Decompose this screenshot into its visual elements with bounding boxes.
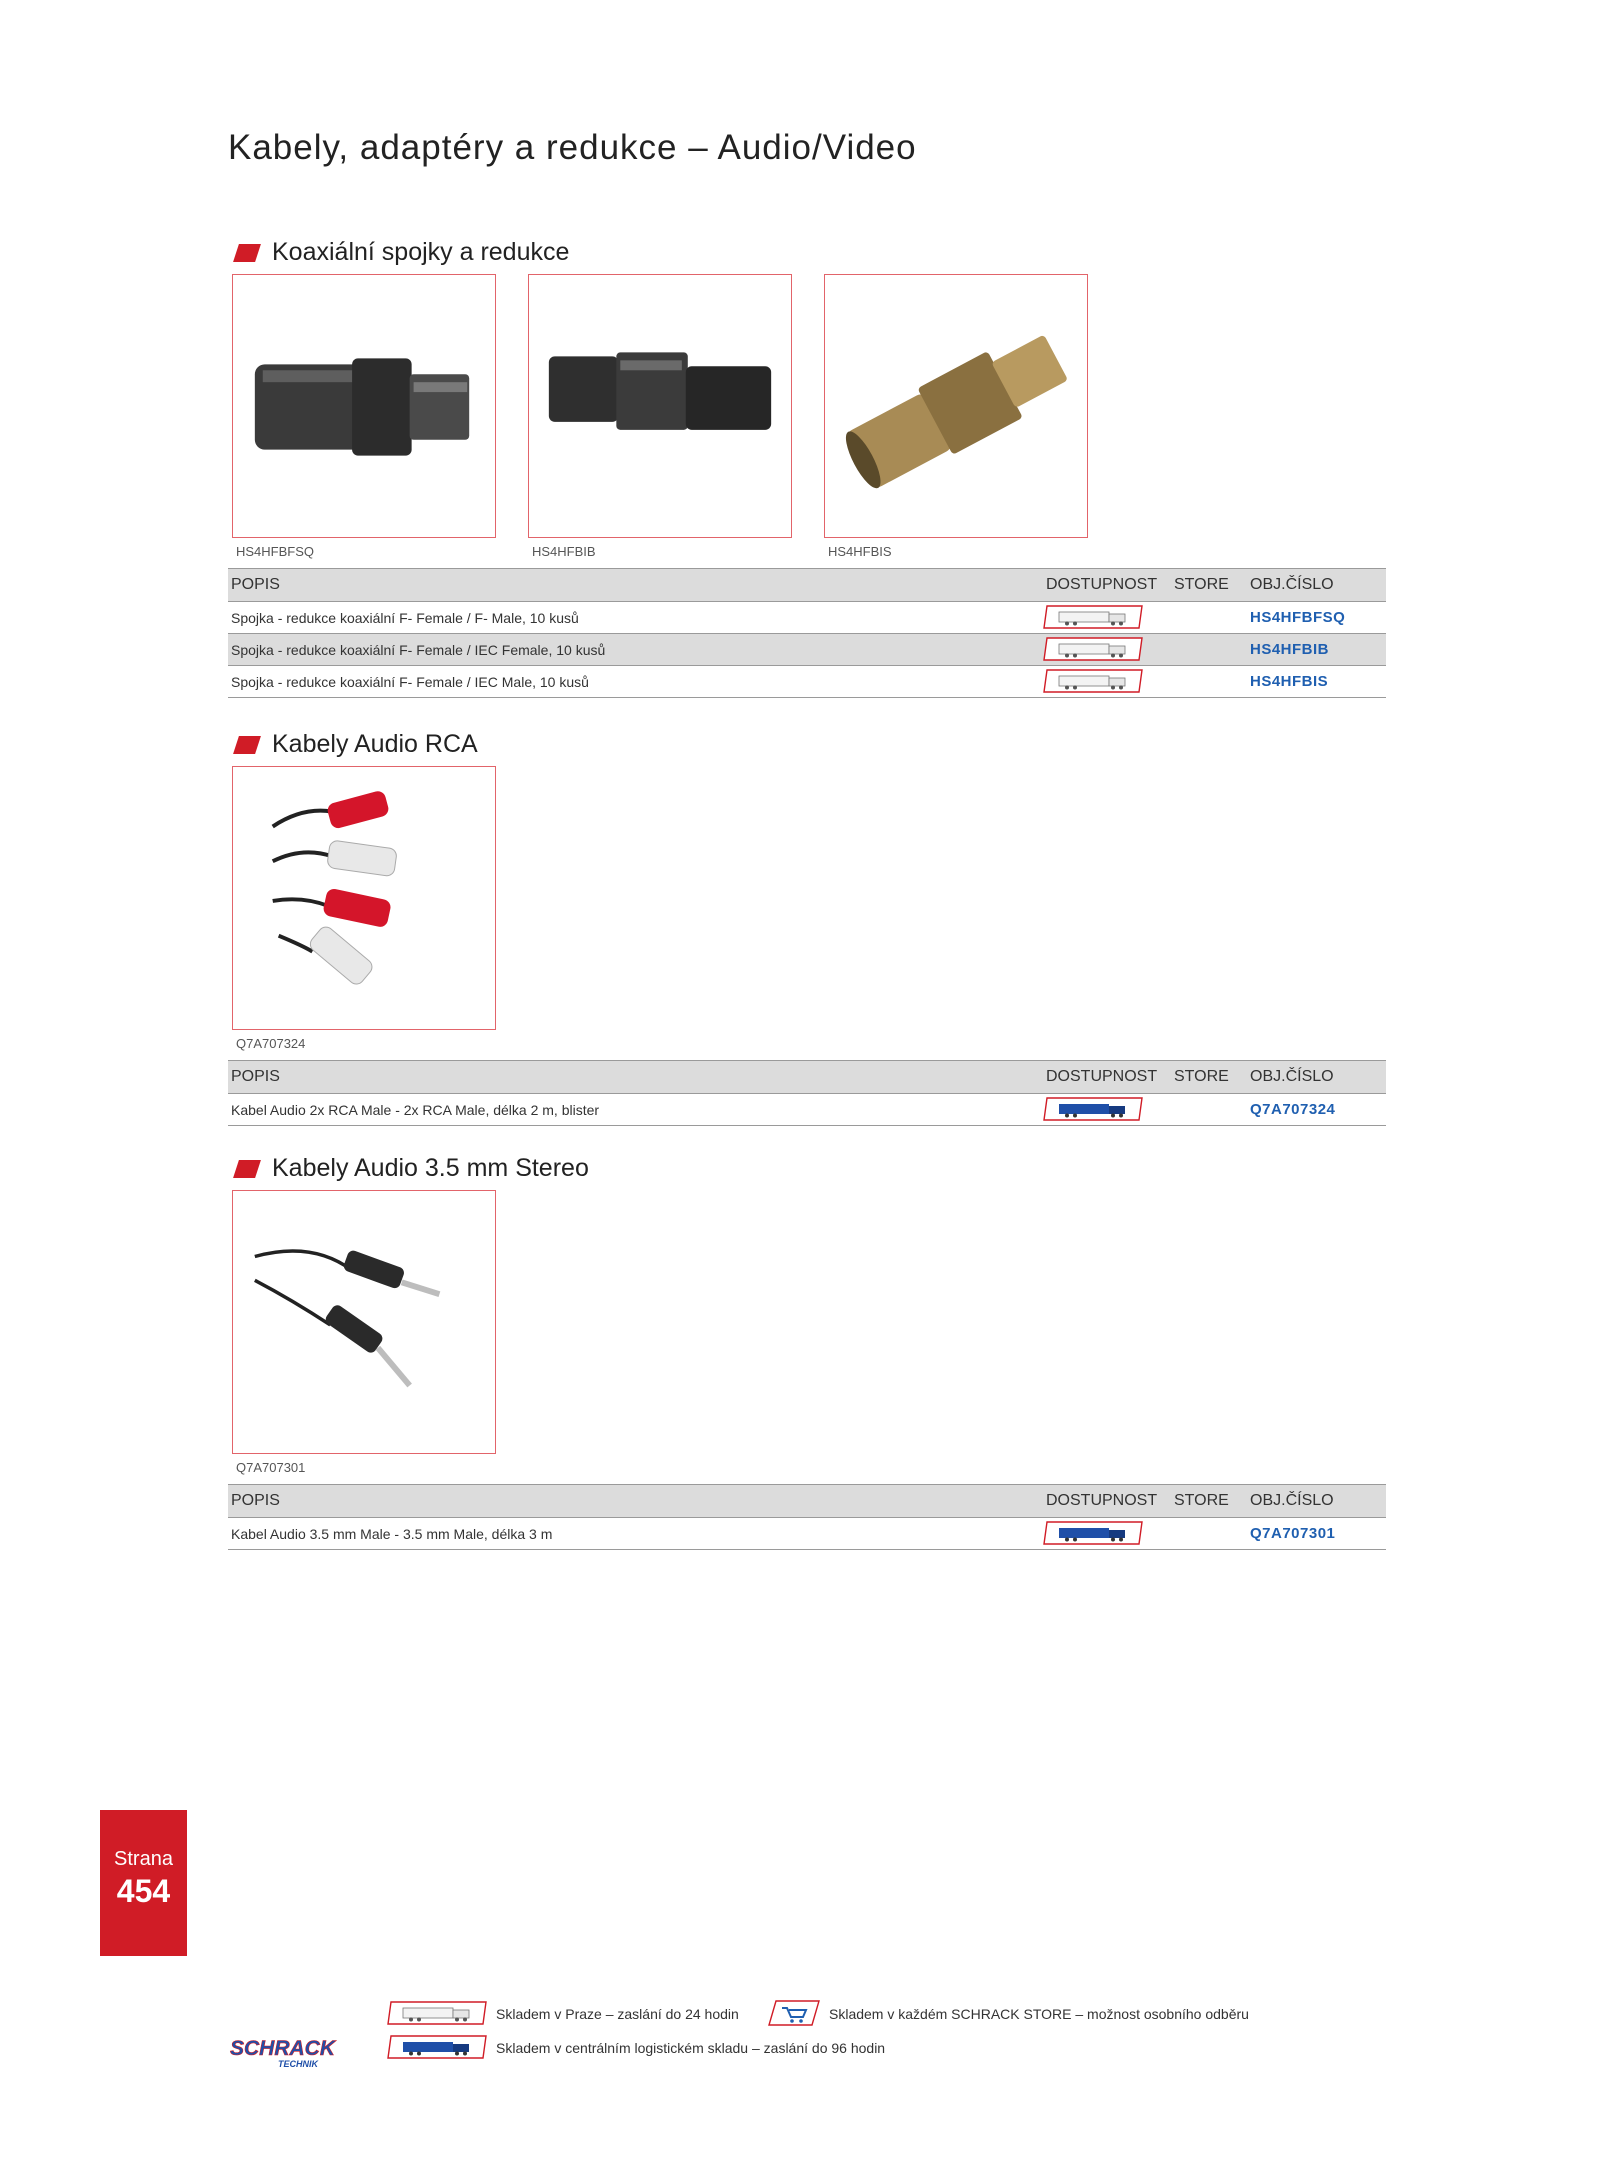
svg-text:TECHNIK: TECHNIK [278, 2059, 318, 2069]
legend-store: Skladem v každém SCHRACK STORE – možnost osobního odběru [829, 2006, 1249, 2022]
product-code-link[interactable]: HS4HFBFSQ [1250, 609, 1346, 626]
header-dostupnost: DOSTUPNOST [1046, 576, 1158, 593]
blue-truck-icon [1043, 1521, 1143, 1545]
section-heading [228, 234, 1386, 274]
section-jack [228, 1150, 1386, 1550]
header-popis: POPIS [231, 1068, 280, 1085]
legend-prague: Skladem v Praze – zaslání do 24 hodin [496, 2006, 739, 2022]
product-table [228, 1484, 1386, 1550]
product-code-link[interactable]: Q7A707301 [1250, 1525, 1336, 1542]
header-obj: OBJ.ČÍSLO [1250, 576, 1334, 593]
row-description: Kabel Audio 2x RCA Male - 2x RCA Male, délka 2 m, blister [231, 1102, 600, 1118]
blue-truck-icon [1043, 1097, 1143, 1121]
product-code-link[interactable]: Q7A707324 [1250, 1101, 1336, 1118]
section-marker-icon [233, 1160, 261, 1178]
svg-text:SCHRACK: SCHRACK [230, 2037, 335, 2060]
section-heading [228, 726, 1386, 766]
white-truck-icon [387, 2000, 487, 2026]
section-marker-icon [233, 736, 261, 754]
blue-truck-icon [387, 2034, 487, 2060]
table-header [228, 1484, 1386, 1518]
product-images [228, 1190, 1386, 1475]
page-number-badge [100, 1810, 187, 1956]
table-row [228, 602, 1386, 634]
section-title: Kabely Audio 3.5 mm Stereo [272, 1154, 589, 1182]
page-number: 454 [116, 1873, 171, 1909]
coax-male-adapter-image [824, 274, 1088, 538]
image-code: HS4HFBIB [532, 544, 596, 559]
section-marker-icon [233, 244, 261, 262]
legend-central: Skladem v centrálním logistickém skladu – zaslání do 96 hodin [496, 2040, 886, 2056]
section-coax [228, 234, 1386, 698]
header-obj: OBJ.ČÍSLO [1250, 1492, 1334, 1509]
header-obj: OBJ.ČÍSLO [1250, 1068, 1334, 1085]
table-row [228, 1094, 1386, 1126]
product-table [228, 568, 1386, 698]
white-truck-icon [1043, 669, 1143, 693]
header-store: STORE [1174, 1068, 1229, 1085]
product-images [228, 766, 1386, 1051]
header-dostupnost: DOSTUPNOST [1046, 1068, 1158, 1085]
page-label: Strana [114, 1848, 173, 1870]
image-code: HS4HFBFSQ [236, 544, 315, 559]
product-code-link[interactable]: HS4HFBIB [1250, 641, 1330, 658]
header-store: STORE [1174, 576, 1229, 593]
section-title: Kabely Audio RCA [272, 730, 478, 758]
jack-cable-image [232, 1190, 496, 1454]
schrack-logo [226, 2030, 350, 2070]
row-description: Spojka - redukce koaxiální F- Female / IEC Male, 10 kusů [231, 674, 589, 690]
page-title: Kabely, adaptéry a redukce – Audio/Video [228, 128, 917, 167]
header-popis: POPIS [231, 576, 280, 593]
header-popis: POPIS [231, 1492, 280, 1509]
row-description: Kabel Audio 3.5 mm Male - 3.5 mm Male, délka 3 m [231, 1526, 553, 1542]
rca-cable-image [232, 766, 496, 1030]
image-code: Q7A707301 [236, 1460, 306, 1475]
section-title: Koaxiální spojky a redukce [272, 238, 570, 266]
white-truck-icon [1043, 637, 1143, 661]
coax-adapter-image [528, 274, 792, 538]
table-row [228, 666, 1386, 698]
product-table [228, 1060, 1386, 1126]
header-dostupnost: DOSTUPNOST [1046, 1492, 1158, 1509]
white-truck-icon [1043, 605, 1143, 629]
shopping-cart-icon [768, 2000, 820, 2026]
row-description: Spojka - redukce koaxiální F- Female / IEC Female, 10 kusů [231, 642, 606, 658]
table-header [228, 1060, 1386, 1094]
product-code-link[interactable]: HS4HFBIS [1250, 673, 1329, 690]
table-row [228, 634, 1386, 666]
image-code: HS4HFBIS [828, 544, 892, 559]
coax-connector-image [232, 274, 496, 538]
product-images [228, 274, 1386, 559]
section-rca [228, 726, 1386, 1126]
row-description: Spojka - redukce koaxiální F- Female / F- Male, 10 kusů [231, 610, 579, 626]
image-code: Q7A707324 [236, 1036, 306, 1051]
table-header [228, 568, 1386, 602]
header-store: STORE [1174, 1492, 1229, 1509]
table-row [228, 1518, 1386, 1550]
section-heading [228, 1150, 1386, 1190]
